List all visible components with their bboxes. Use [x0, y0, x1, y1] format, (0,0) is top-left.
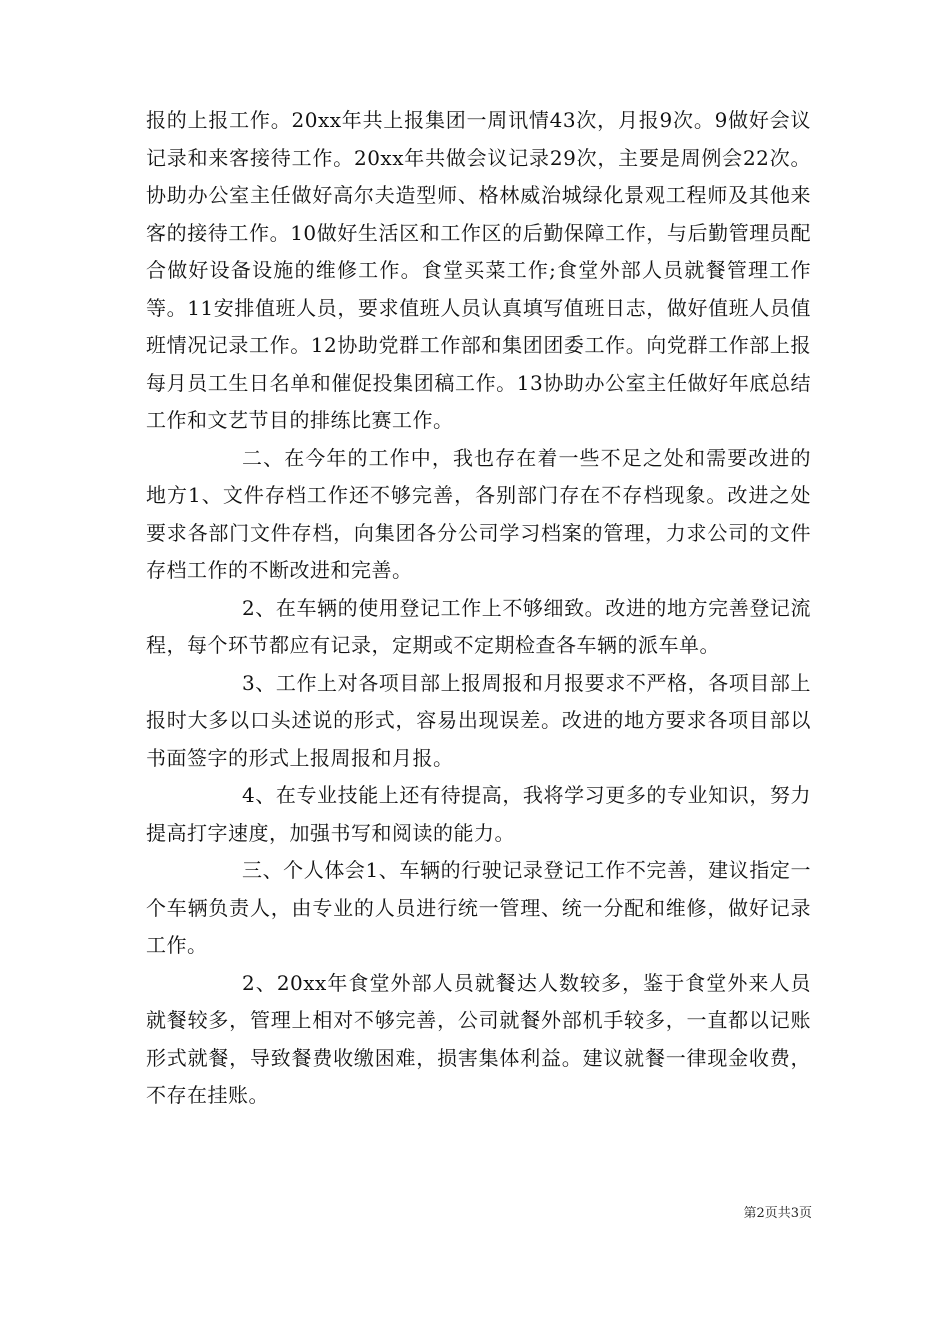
paragraph-personal-experience: 三、个人体会1、车辆的行驶记录登记工作不完善，建议指定一个车辆负责人，由专业的人员进行统一管理、统一分配和维修，做好记录工作。 — [146, 858, 811, 957]
document-body — [146, 102, 811, 1115]
paragraph-professional-skills: 4、在专业技能上还有待提高，我将学习更多的专业知识，努力提高打字速度，加强书写和阅读的能力。 — [146, 783, 811, 845]
page-number-footer: 第2页共3页 — [743, 1206, 812, 1221]
paragraph-vehicle-registration: 2、在车辆的使用登记工作上不够细致。改进的地方完善登记流程，每个环节都应有记录，定期或不定期检查各车辆的派车单。 — [146, 595, 811, 657]
paragraph-work-summary-continued: 报的上报工作。20xx年共上报集团一周讯情43次，月报9次。9做好会议记录和来客接待工作。20xx年共做会议记录29次，主要是周例会22次。协助办公室主任做好高尔夫造型师、格林威治城绿化景观工程师及其他来客的接待工作。10做好生活区和工作区的后勤保障工作，与后勤管理员配合做好设备设施的维修工作。食堂买菜工作;食堂外部人员就餐管理工作等。11安排值班人员，要求值班人员认真填写值班日志，做好值班人员值班情况记录工作。12协助党群工作部和集团团委工作。向党群工作部上报每月员工生日名单和催促投集团稿工作。13协助办公室主任做好年底总结工作和文艺节目的排练比赛工作。 — [146, 108, 811, 432]
paragraph-canteen-dining: 2、20xx年食堂外部人员就餐达人数较多，鉴于食堂外来人员就餐较多，管理上相对不够完善，公司就餐外部机手较多，一直都以记账形式就餐，导致餐费收缴困难，损害集体利益。建议就餐一律现金收费，不存在挂账。 — [146, 970, 811, 1107]
paragraph-project-reports: 3、工作上对各项目部上报周报和月报要求不严格，各项目部上报时大多以口头述说的形式，容易出现误差。改进的地方要求各项目部以书面签字的形式上报周报和月报。 — [146, 670, 811, 770]
paragraph-shortcomings-intro: 二、在今年的工作中，我也存在着一些不足之处和需要改进的地方1、文件存档工作还不够完善，各别部门存在不存档现象。改进之处要求各部门文件存档，向集团各分公司学习档案的管理，力求公司的文件存档工作的不断改进和完善。 — [146, 445, 811, 582]
